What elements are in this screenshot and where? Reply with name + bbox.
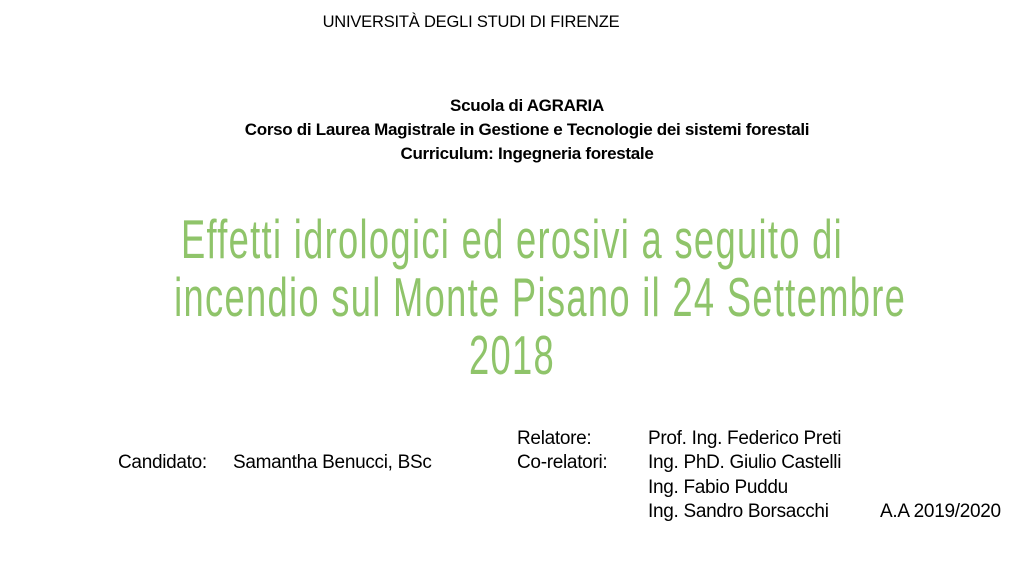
candidate-name: Samantha Benucci, BSc — [232, 452, 432, 473]
candidate-row — [118, 451, 432, 475]
thesis-title — [174, 208, 907, 386]
corelatore-name-2: Ing. Fabio Puddu — [647, 477, 788, 498]
advisor-row-corelatori — [517, 451, 841, 475]
advisor-row-corelatore-3 — [517, 500, 829, 524]
candidate-label: Candidato: — [118, 452, 207, 473]
advisor-row-corelatore-2 — [517, 476, 788, 500]
degree-course: Corso di Laurea Magistrale in Gestione e Tecnologie dei sistemi forestali — [244, 120, 810, 139]
corelatore-name-3: Ing. Sandro Borsacchi — [647, 501, 829, 522]
curriculum: Curriculum: Ingegneria forestale — [400, 144, 654, 163]
advisor-row-relatore — [517, 427, 841, 451]
relatore-label: Relatore: — [517, 428, 592, 449]
school-name: Scuola di AGRARIA — [450, 96, 604, 115]
program-block — [30, 94, 1024, 166]
relatore-name: Prof. Ing. Federico Preti — [647, 428, 842, 449]
academic-year: A.A 2019/2020 — [880, 501, 1001, 522]
corelatori-label: Co-relatori: — [517, 452, 608, 473]
thesis-title-line-2: incendio sul Monte Pisano il 24 Settembre — [174, 266, 907, 328]
thesis-title-line-3: 2018 — [468, 324, 556, 386]
corelatore-name-1: Ing. PhD. Giulio Castelli — [647, 452, 842, 473]
university-header: UNIVERSITÀ DEGLI STUDI DI FIRENZE — [322, 13, 620, 31]
thesis-title-line-1: Effetti idrologici ed erosivi a seguito di — [180, 208, 844, 270]
